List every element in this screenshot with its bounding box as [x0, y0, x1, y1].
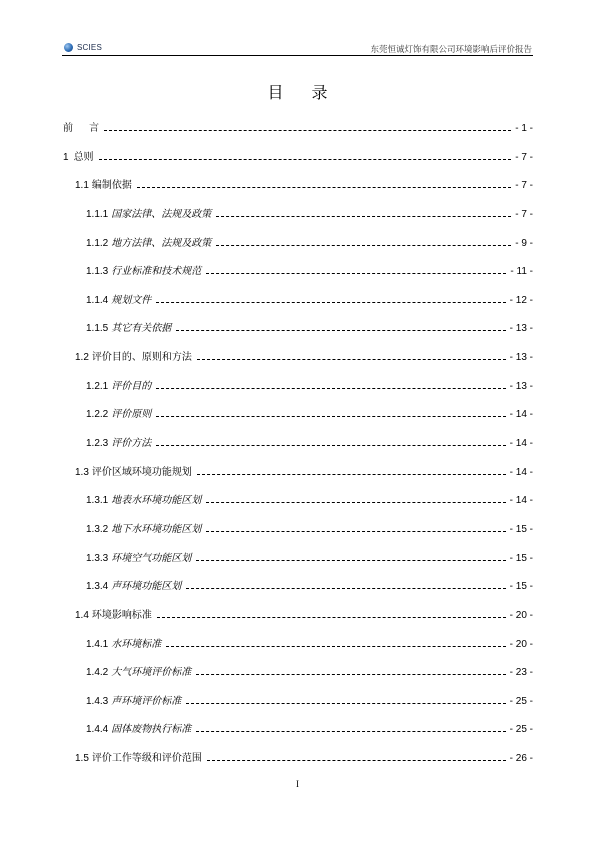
- toc-dot-leader: [156, 388, 505, 389]
- toc-entry[interactable]: [86, 294, 533, 308]
- toc-entry-number: 前: [63, 123, 73, 134]
- toc-dot-leader: [196, 674, 505, 675]
- toc-entry-number: 1.4.3: [86, 695, 109, 707]
- toc-entry[interactable]: [86, 208, 533, 222]
- toc-entry-number: 1.3.2: [86, 523, 109, 535]
- toc-entry-number: 1.1.5: [86, 323, 109, 335]
- toc-entry[interactable]: [86, 666, 533, 680]
- toc-dot-leader: [137, 187, 511, 188]
- toc-entry-label: 评价方法: [111, 438, 152, 450]
- toc-entry-label: 地下水环境功能区划: [111, 523, 202, 535]
- toc-entry[interactable]: [75, 466, 533, 480]
- toc-dot-leader: [186, 588, 505, 589]
- toc-entry[interactable]: [86, 523, 533, 537]
- toc-entry[interactable]: [63, 122, 533, 136]
- toc-entry-page: - 14 -: [509, 409, 533, 421]
- toc-entry-page: - 15 -: [509, 552, 533, 564]
- toc-entry[interactable]: [86, 322, 533, 336]
- toc-entry-page: - 7 -: [515, 208, 533, 220]
- toc-entry-label: 地方法律、法规及政策: [111, 237, 212, 249]
- toc-entry-page: - 9 -: [515, 237, 533, 249]
- toc-entry-page: - 13 -: [509, 380, 533, 392]
- toc-entry-number: 1.1: [75, 180, 89, 192]
- toc-entry-label: 行业标准和技术规范: [111, 266, 202, 278]
- toc-entry[interactable]: [86, 437, 533, 451]
- toc-entry-label: 国家法律、法规及政策: [111, 208, 212, 220]
- toc-dot-leader: [157, 617, 506, 618]
- toc-entry-page: - 14 -: [509, 438, 533, 450]
- toc-entry-label: 评价区域环境功能规划: [91, 466, 192, 478]
- toc-entry-page: - 1 -: [515, 123, 533, 134]
- toc-entry[interactable]: [86, 408, 533, 422]
- toc-entry-number: 1.4.4: [86, 724, 109, 736]
- toc-entry-number: 1.2.2: [86, 409, 109, 421]
- toc-entry-number: 1.4.1: [86, 638, 109, 650]
- toc-entry-label: 固体废物执行标准: [111, 724, 192, 736]
- toc-entry-label: 评价目的、原则和方法: [91, 352, 192, 364]
- toc-entry-number: 1.3.3: [86, 552, 109, 564]
- toc-entry[interactable]: [63, 151, 533, 165]
- logo-text: SCIES: [77, 43, 103, 52]
- toc-entry-number: 1.5: [75, 753, 89, 765]
- page-header: [62, 41, 533, 56]
- toc-dot-leader: [206, 273, 506, 274]
- toc-entry[interactable]: [75, 609, 533, 623]
- toc-entry-page: - 14 -: [509, 495, 533, 507]
- toc-entry-page: - 15 -: [509, 581, 533, 593]
- toc-entry-number: 1.1.3: [86, 266, 109, 278]
- toc-entry-label: 环境空气功能区划: [111, 552, 192, 564]
- toc-entry[interactable]: [86, 552, 533, 566]
- toc-entry-page: - 25 -: [509, 724, 533, 736]
- toc-entry[interactable]: [86, 638, 533, 652]
- toc-entry-number: 1.1.4: [86, 294, 109, 306]
- toc-entry-label: 编制依据: [91, 180, 132, 192]
- toc-dot-leader: [156, 416, 505, 417]
- toc-entry-page: - 13 -: [509, 352, 533, 364]
- toc-dot-leader: [166, 646, 505, 647]
- toc-entry-page: - 25 -: [509, 695, 533, 707]
- toc-entry-page: - 12 -: [509, 294, 533, 306]
- toc-entry-number: 1.2.1: [86, 380, 109, 392]
- toc-entry-label: 评价工作等级和评价范围: [91, 753, 202, 765]
- toc-entry-label: 评价目的: [111, 380, 152, 392]
- toc-entry-number: 1.2: [75, 352, 89, 364]
- toc-entry-page: - 14 -: [509, 466, 533, 478]
- toc-dot-leader: [197, 359, 506, 360]
- toc-entry[interactable]: [86, 723, 533, 737]
- toc-entry-number: 1.3: [75, 466, 89, 478]
- toc-entry-label: 声环境评价标准: [111, 695, 182, 707]
- toc-dot-leader: [104, 130, 511, 131]
- toc-entry-number: 1.1.1: [86, 208, 109, 220]
- toc-entry[interactable]: [75, 351, 533, 365]
- page-number: I: [296, 779, 299, 789]
- toc-entry-page: - 7 -: [515, 180, 533, 192]
- toc-dot-leader: [99, 159, 512, 160]
- toc-dot-leader: [156, 445, 505, 446]
- toc-entry[interactable]: [86, 380, 533, 394]
- toc-dot-leader: [206, 502, 505, 503]
- toc-dot-leader: [216, 216, 511, 217]
- toc-entry[interactable]: [86, 265, 533, 279]
- globe-logo-icon: [64, 43, 73, 52]
- toc-entry-number: 1.1.2: [86, 237, 109, 249]
- toc-entry[interactable]: [75, 752, 533, 766]
- toc-entry-label: 大气环境评价标准: [111, 667, 192, 679]
- toc-entry-label: 总则: [73, 151, 94, 163]
- toc-entry-page: - 20 -: [509, 638, 533, 650]
- toc-dot-leader: [196, 731, 505, 732]
- toc-dot-leader: [207, 760, 506, 761]
- toc-entry-label: 声环境功能区划: [111, 581, 182, 593]
- toc-entry[interactable]: [86, 494, 533, 508]
- toc-entry-number: 1.3.1: [86, 495, 109, 507]
- toc-entry-number: 1.3.4: [86, 581, 109, 593]
- toc-entry-page: - 7 -: [515, 151, 533, 163]
- toc-entry-number: 1: [63, 151, 69, 163]
- toc-dot-leader: [216, 245, 511, 246]
- toc-entry-label: 地表水环境功能区划: [111, 495, 202, 507]
- toc-entry-page: - 23 -: [509, 667, 533, 679]
- toc-entry-label: 水环境标准: [111, 638, 162, 650]
- toc-entry-label: 其它有关依据: [111, 323, 172, 335]
- toc-dot-leader: [176, 330, 505, 331]
- company-logo: [64, 43, 102, 52]
- toc-entry-number: 1.4.2: [86, 667, 109, 679]
- toc-entry-number: 1.2.3: [86, 438, 109, 450]
- toc-entry-number: 1.4: [75, 609, 89, 621]
- page-title: 目录: [267, 83, 356, 102]
- toc-entry-page: - 11 -: [510, 266, 533, 278]
- toc-dot-leader: [206, 531, 505, 532]
- toc-entry[interactable]: [86, 237, 533, 251]
- toc-entry-page: - 20 -: [509, 609, 533, 621]
- toc-dot-leader: [197, 474, 506, 475]
- toc-entry[interactable]: [86, 580, 533, 594]
- toc-dot-leader: [186, 703, 505, 704]
- toc-dot-leader: [156, 302, 505, 303]
- toc-entry[interactable]: [75, 179, 533, 193]
- toc-entry-page: - 15 -: [509, 523, 533, 535]
- report-header-title: 东莞恒诚灯饰有限公司环境影响后评价报告: [370, 45, 532, 55]
- toc-entry-label: 环境影响标准: [91, 609, 152, 621]
- toc-dot-leader: [196, 560, 505, 561]
- toc-entry-page: - 13 -: [509, 323, 533, 335]
- toc-entry-label: 言: [89, 123, 99, 134]
- toc-entry-label: 规划文件: [111, 294, 152, 306]
- toc-entry-page: - 26 -: [509, 753, 533, 765]
- toc-entry[interactable]: [86, 695, 533, 709]
- toc-entry-label: 评价原则: [111, 409, 152, 421]
